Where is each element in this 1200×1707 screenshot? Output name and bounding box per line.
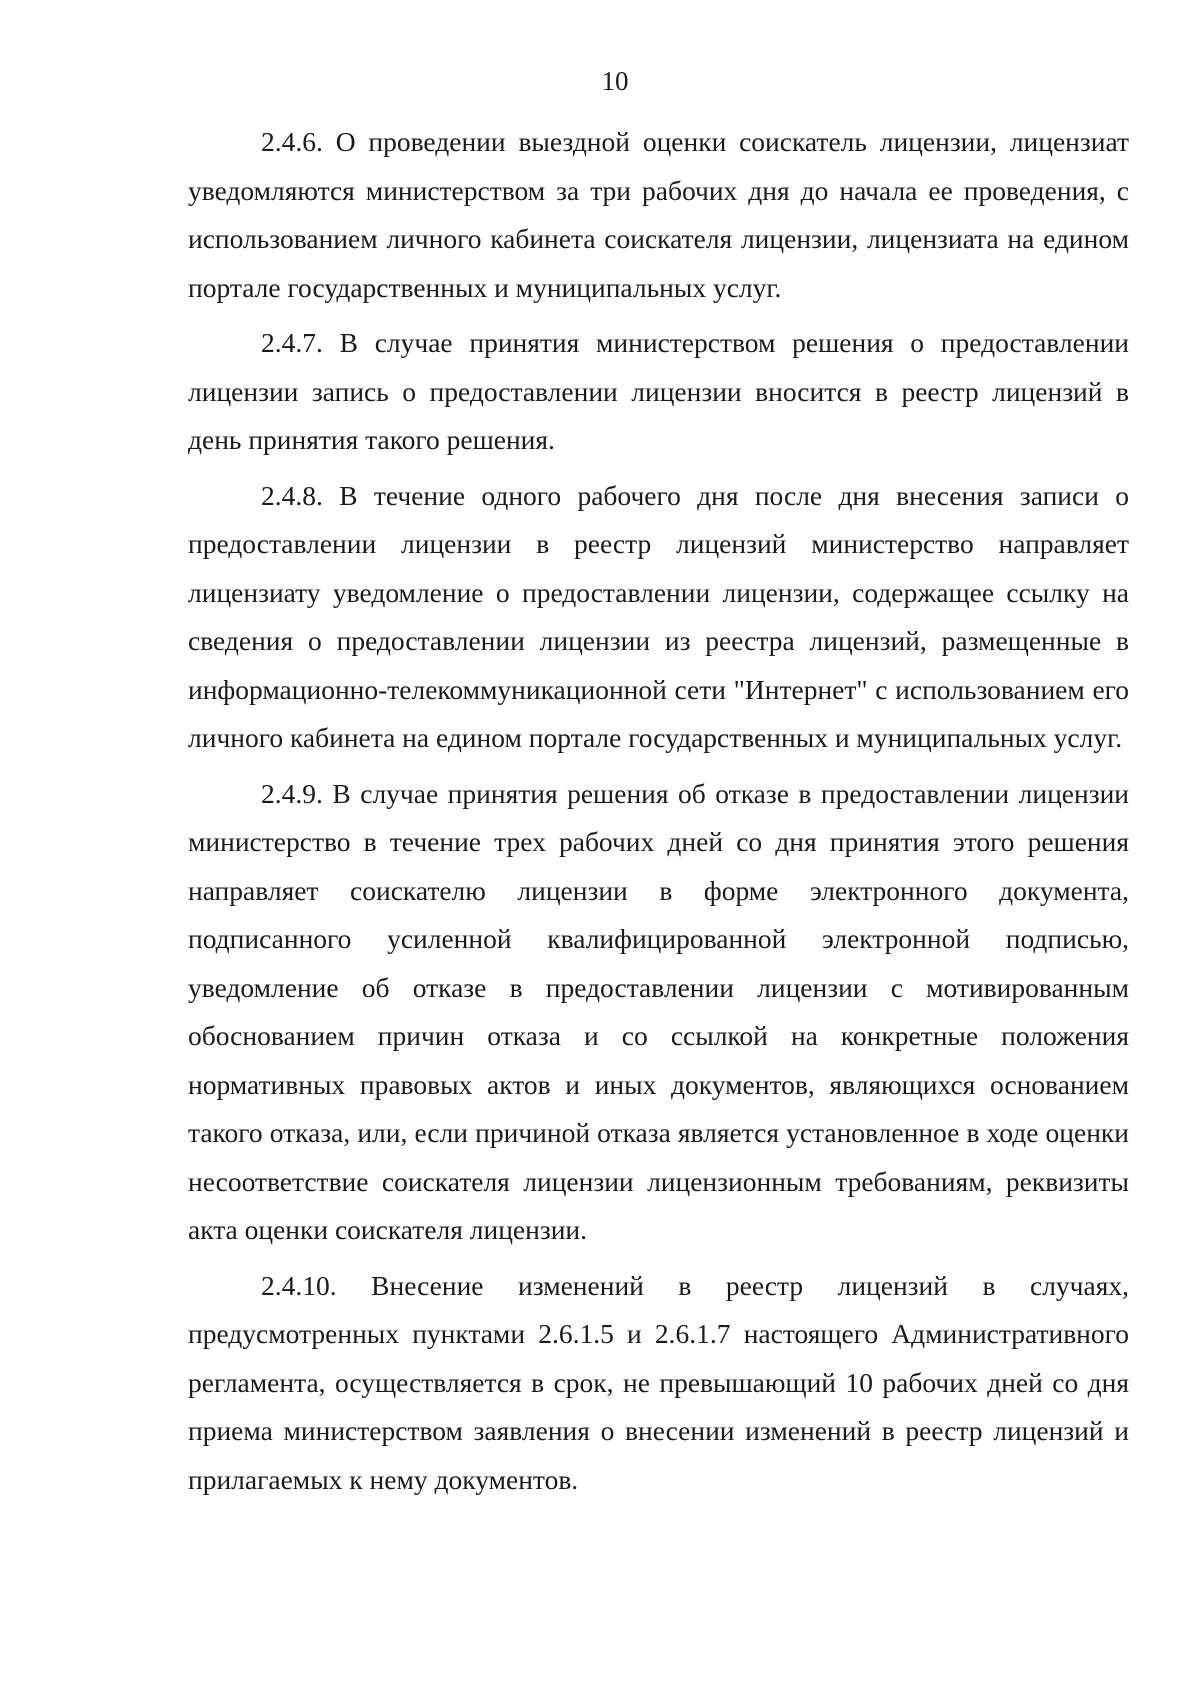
document-body: [188, 118, 1129, 1511]
page-number: 10: [601, 66, 629, 96]
paragraph-2-4-10: 2.4.10. Внесение изменений в реестр лицензий в случаях, предусмотренных пунктами 2.6.1.5 и 2.6.1.7 настоящего Административного регламента, осуществляется в срок, не превышающий 10 рабочих дней со дня приема министерством заявления о внесении изменений в реестр лицензий и прилагаемых к нему документов.: [188, 1269, 1129, 1495]
paragraph-2-4-9: 2.4.9. В случае принятия решения об отказе в предоставлении лицензии министерство в течение трех рабочих дней со дня принятия этого решения направляет соискателю лицензии в форме электронного документа, подписанного усиленной квалифицированной электронной подписью, уведомление об отказе в предоставлении лицензии с мотивированным обоснованием причин отказа и со ссылкой на конкретные положения нормативных правовых актов и иных документов, являющихся основанием такого отказа, или, если причиной отказа является установленное в ходе оценки несоответствие соискателя лицензии лицензионным требованиям, реквизиты акта оценки соискателя лицензии.: [188, 777, 1129, 1245]
paragraph-2-4-6: 2.4.6. О проведении выездной оценки соискатель лицензии, лицензиат уведомляются министерством за три рабочих дня до начала ее проведения, с использованием личного кабинета соискателя лицензии, лицензиата на едином портале государственных и муниципальных услуг.: [188, 126, 1129, 303]
paragraph-2-4-7: 2.4.7. В случае принятия министерством решения о предоставлении лицензии запись о предоставлении лицензии вносится в реестр лицензий в день принятия такого решения.: [188, 327, 1129, 455]
paragraph-2-4-8: 2.4.8. В течение одного рабочего дня после дня внесения записи о предоставлении лицензии в реестр лицензий министерство направляет лицензиату уведомление о предоставлении лицензии, содержащее ссылку на сведения о предоставлении лицензии из реестра лицензий, размещенные в информационно-телекоммуникационной сети "Интернет" с использованием его личного кабинета на едином портале государственных и муниципальных услуг.: [188, 479, 1129, 753]
